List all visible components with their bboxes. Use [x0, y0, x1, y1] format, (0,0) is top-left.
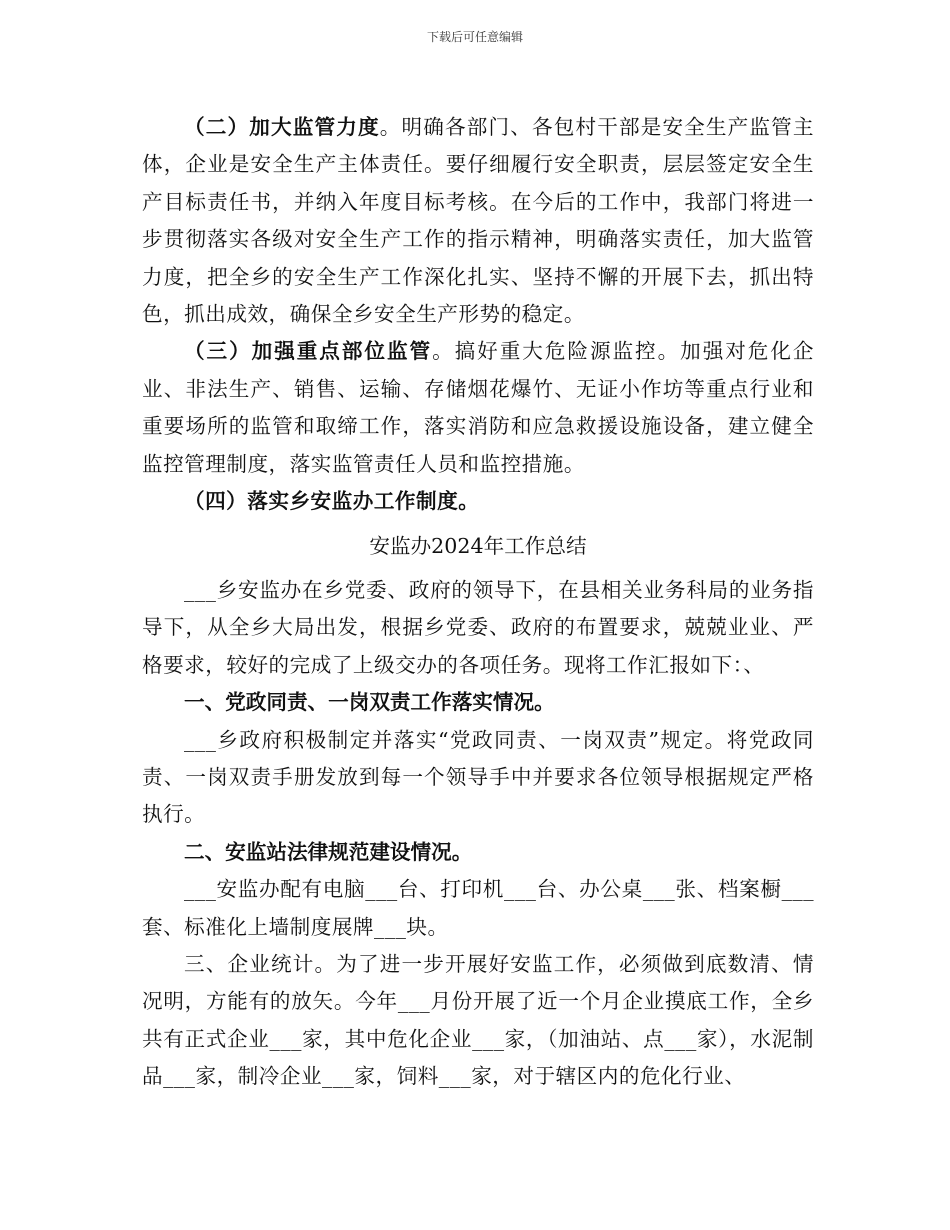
paragraph-equipment: ___安监办配有电脑___台、打印机___台、办公桌___张、档案橱___套、标准化上墙制度展牌___块。 — [142, 877, 814, 939]
paragraph-text: 。搞好重大危险源监控。加强对危化企业、非法生产、销售、运输、存储烟花爆竹、无证小作坊等重点行业和重要场所的监管和取缔工作，落实消防和应急救援设施设备，建立健全监控管理制度，落实监管责任人员和监控措施。 — [142, 339, 815, 476]
document-body — [142, 109, 814, 1096]
section-heading-one: 一、党政同责、一岗双责工作落实情况。 — [184, 690, 555, 715]
paragraph-key-sites — [142, 333, 814, 483]
document-title: 安监办2024年工作总结 — [369, 534, 587, 559]
paragraph-text: 。明确各部门、各包村干部是安全生产监管主体，企业是安全生产主体责任。要仔细履行安全职责，层层签定安全生产目标责任书，并纳入年度目标考核。在今后的工作中，我部门将进一步贯彻落实各级对安全生产工作的指示精神，明确落实责任，加大监管力度，把全乡的安全生产工作深化扎实、坚持不懈的开展下去，抓出特色，抓出成效，确保全乡安全生产形势的稳定。 — [142, 115, 815, 327]
paragraph-heading: （二）加大监管力度 — [184, 115, 380, 139]
paragraph-system-heading: （四）落实乡安监办工作制度。 — [184, 489, 480, 514]
paragraph-responsibility: ___乡政府积极制定并落实“党政同责、一岗双责”规定。将党政同责、一岗双责手册发放到每一个领导手中并要求各位领导根据规定严格执行。 — [142, 727, 814, 827]
section-heading-two: 二、安监站法律规范建设情况。 — [184, 839, 473, 864]
paragraph-supervision — [142, 109, 814, 333]
paragraph-intro: ___乡安监办在乡党委、政府的领导下，在县相关业务科局的业务指导下，从全乡大局出发，根据乡党委、政府的布置要求，兢兢业业、严格要求，较好的完成了上级交办的各项任务。现将工作汇报如下：、 — [142, 577, 814, 677]
paragraph-enterprise-stats: 三、企业统计。为了进一步开展好安监工作，必须做到底数清、情况明，方能有的放矢。今年___月份开展了近一个月企业摸底工作，全乡共有正式企业___家，其中危化企业___家，（加油站、点___家），水泥制品___家，制冷企业___家，饲料___家，对于辖区内的危化行业、 — [142, 951, 814, 1089]
page-header: 下载后可任意编辑 — [426, 30, 523, 44]
paragraph-heading: （三）加强重点部位监管 — [184, 339, 433, 364]
